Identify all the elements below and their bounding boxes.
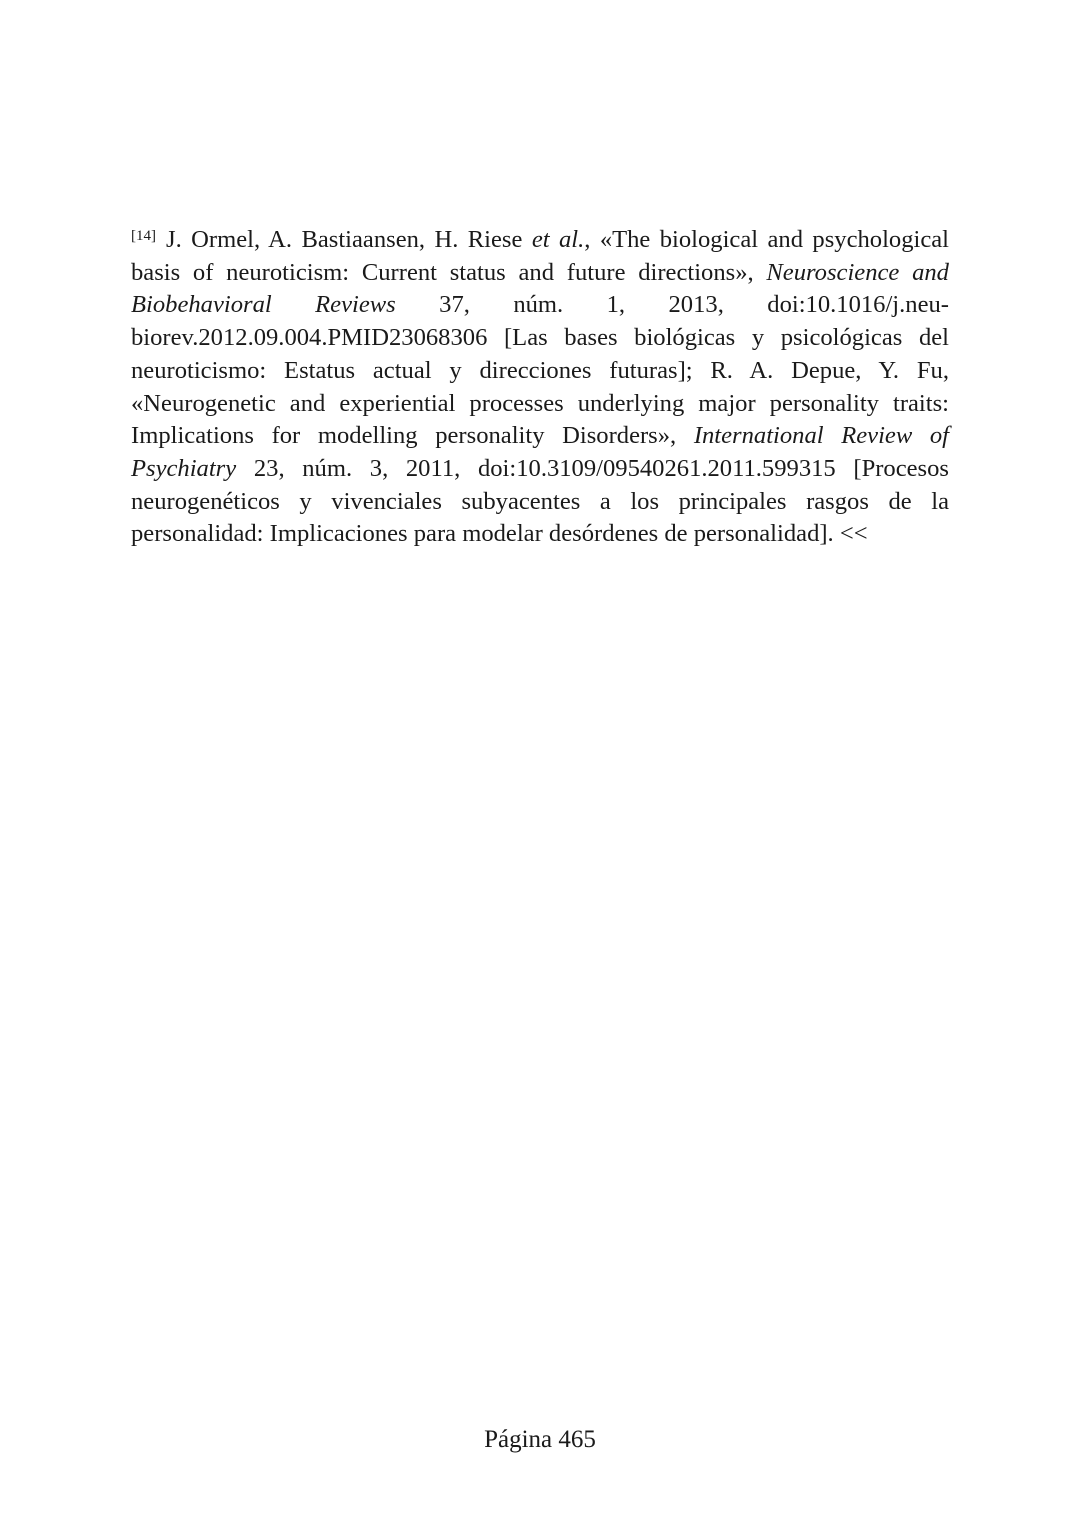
footnote-number: [14] <box>131 228 156 244</box>
back-link[interactable]: << <box>839 520 868 548</box>
footnote-title-1: , «The biological and psychological basis of neuroticism: Current status and future directions», <box>131 226 949 286</box>
footnote-authors: J. Ormel, A. Bastiaansen, H. Riese <box>166 226 523 253</box>
journal-name-1: Neuroscience and Biobehavioral Reviews <box>131 258 949 319</box>
journal-name-2: International Review of Psychiatry <box>131 422 949 482</box>
footnote-details-1: 37, núm. 1, 2013, doi:10.1016/j.neubiorev.2012.09.004.PMID23068306 [Las bases biológicas y psicológicas del neuroticismo: Estatus actual y direcciones futuras]; R. A. Depue, Y. Fu, «Neurogenetic and experiential processes underlying major personality traits: Implications for modelling personality Disorders», <box>131 291 949 450</box>
footnote-details-2: 23, núm. 3, 2011, doi:10.3109/09540261.2011.599315 [Procesos neurogenéticos y vivenciales subyacentes a los principales rasgos de la personalidad: Implicaciones para modelar desórdenes de personalidad]. <box>131 454 949 548</box>
et-al: et al. <box>531 226 585 253</box>
page-number: Página 465 <box>484 1426 596 1453</box>
footnote-14 <box>131 224 949 551</box>
